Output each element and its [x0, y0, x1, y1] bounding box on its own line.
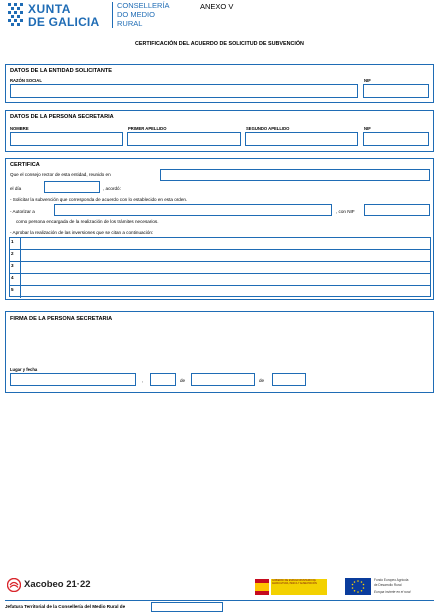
de-text-1: de — [180, 378, 186, 383]
row-number: 4 — [11, 275, 14, 280]
logo-line2: DE GALICIA — [28, 15, 100, 29]
secretaria-nif-label: NIF — [364, 126, 371, 131]
inversion-input[interactable] — [20, 250, 430, 261]
xunta-cross-icon — [6, 2, 26, 30]
dia-firma-input[interactable] — [150, 373, 176, 386]
razon-social-input[interactable] — [10, 84, 358, 98]
certifica-title: CERTIFICA — [10, 162, 40, 168]
logo-divider — [112, 2, 113, 28]
xacobeo-icon — [7, 578, 21, 592]
feader-line2: de Desarrollo Rural — [374, 583, 402, 587]
segundo-apellido-label: SEGUNDO APELLIDO — [246, 126, 290, 131]
logo-line1: XUNTA — [28, 2, 71, 16]
feader-line1: Fondo Europeo Agrícola — [374, 578, 409, 582]
row-number: 3 — [11, 263, 14, 268]
table-row — [10, 238, 430, 250]
xacobeo-text: Xacobeo 21·22 — [24, 579, 91, 590]
razon-social-label: RAZÓN SOCIAL — [10, 78, 42, 83]
solicitar-text: - Solicitar la subvención que corresponda de acuerdo con lo establecido en esta orden. — [10, 197, 188, 202]
con-nif-text: , con NIF — [336, 209, 355, 214]
ano-firma-input[interactable] — [272, 373, 306, 386]
dia-input[interactable] — [44, 181, 100, 193]
document-title: CERTIFICACIÓN DEL ACUERDO DE SOLICITUD DE SUBVENCIÓN — [135, 41, 304, 47]
aprobar-text: - Aprobar la realización de las inversiones que se citan a continuación: — [10, 230, 154, 235]
secretaria-title: DATOS DE LA PERSONA SECRETARIA — [10, 114, 114, 120]
entidad-nif-label: NIF — [364, 78, 371, 83]
conselleria-line1: CONSELLERÍA — [117, 1, 170, 10]
spain-ministry-logo — [255, 577, 327, 597]
annex-label: ANEXO V — [200, 2, 234, 11]
certifica-line1: Que el consejo rector de esta entidad, reunido en — [10, 172, 111, 177]
eu-stars-icon — [345, 578, 371, 595]
entidad-title: DATOS DE LA ENTIDAD SOLICITANTE — [10, 68, 113, 74]
inversion-input[interactable] — [20, 274, 430, 285]
autorizar-nif-input[interactable] — [364, 204, 430, 216]
nombre-input[interactable] — [10, 132, 123, 146]
certifica-section — [5, 158, 434, 300]
mes-firma-input[interactable] — [191, 373, 255, 386]
firma-title: FIRMA DE LA PERSONA SECRETARIA — [10, 316, 113, 322]
entidad-section — [5, 64, 434, 103]
row-number: 1 — [11, 239, 14, 244]
inversion-input[interactable] — [20, 238, 430, 249]
autorizar-text: - Autorizar a — [10, 209, 35, 214]
firma-section — [5, 311, 434, 393]
table-row — [10, 250, 430, 262]
feader-line3: Europa invierte en el rural — [374, 590, 411, 594]
lugar-fecha-label: Lugar y fecha — [10, 367, 38, 372]
entidad-nif-input[interactable] — [363, 84, 429, 98]
nombre-label: NOMBRE — [10, 126, 29, 131]
secretaria-nif-input[interactable] — [363, 132, 429, 146]
eu-flag-icon — [345, 578, 371, 595]
row-number: 2 — [11, 251, 14, 256]
row-number: 5 — [11, 287, 14, 292]
de-text-2: de — [259, 378, 265, 383]
autorizar-input[interactable] — [54, 204, 332, 216]
reunido-en-input[interactable] — [160, 169, 430, 181]
como-persona-text: como persona encargada de la realización de los trámites necesarios. — [16, 219, 159, 224]
primer-apellido-input[interactable] — [127, 132, 241, 146]
lugar-input[interactable] — [10, 373, 136, 386]
inversiones-table — [9, 237, 431, 297]
conselleria-line3: RURAL — [117, 19, 143, 28]
dia-suffix: , acordó: — [103, 186, 121, 191]
primer-apellido-label: PRIMER APELLIDO — [128, 126, 167, 131]
eu-logo — [345, 577, 435, 597]
table-row — [10, 262, 430, 274]
jefatura-text: Jefatura Territorial de la Consellería del Medio Rural de — [5, 604, 126, 609]
dia-prefix: el día — [10, 186, 22, 191]
segundo-apellido-input[interactable] — [245, 132, 358, 146]
table-row — [10, 274, 430, 286]
secretaria-section — [5, 110, 434, 152]
footer-divider — [5, 600, 434, 601]
comma-text: , — [142, 378, 144, 383]
inversion-input[interactable] — [20, 262, 430, 273]
conselleria-line2: DO MEDIO — [117, 10, 155, 19]
inversion-input[interactable] — [20, 286, 430, 298]
spain-flag-icon — [255, 579, 269, 595]
xunta-logo — [6, 2, 106, 32]
ministry-text: GOBIERNO DE ESPAÑA MINISTERIO DE AGRICULTURA, PESCA Y ALIMENTACIÓN — [271, 579, 327, 595]
table-row — [10, 286, 430, 298]
jefatura-input[interactable] — [151, 602, 223, 612]
